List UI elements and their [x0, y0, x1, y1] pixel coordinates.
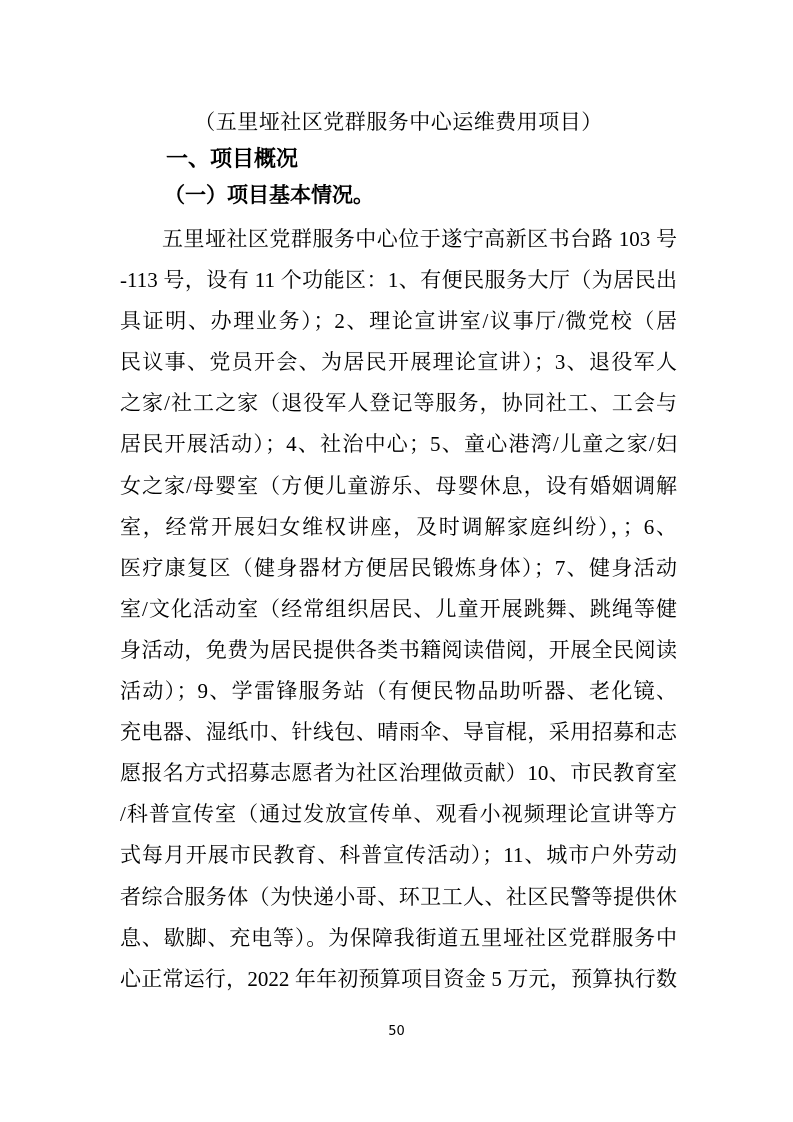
text-line: 息、歇脚、充电等）。为保障我街道五里垭社区党群服务中	[120, 925, 677, 950]
text-line: 身活动，免费为居民提供各类书籍阅读借阅，开展全民阅读	[120, 637, 677, 662]
text-line: 者综合服务体（为快递小哥、环卫工人、社区民警等提供休	[120, 884, 677, 909]
text-line: 医疗康复区（健身器材方便居民锻炼身体）；7、健身活动	[120, 555, 677, 580]
subsection-heading: （一）项目基本情况。	[164, 183, 374, 207]
text-line: 室/文化活动室（经常组织居民、儿童开展跳舞、跳绳等健	[120, 596, 677, 621]
text-line: 心正常运行，2022 年年初预算项目资金 5 万元，预算执行数	[120, 966, 677, 991]
text-line: 室，经常开展妇女维权讲座，及时调解家庭纠纷），；6、	[120, 514, 677, 539]
document-title: （五里垭社区党群服务中心运维费用项目）	[194, 110, 603, 134]
text-line: -113 号，设有 11 个功能区：1、有便民服务大厅（为居民出	[120, 268, 677, 293]
document-content	[120, 103, 677, 1000]
text-line: 居民开展活动）；4、社治中心；5、童心港湾/儿童之家/妇	[120, 432, 677, 457]
text-line: 愿报名方式招募志愿者为社区治理做贡献）10、市民教育室	[120, 761, 677, 786]
text-line: 民议事、党员开会、为居民开展理论宣讲）；3、退役军人	[120, 350, 677, 375]
text-line: 具证明、办理业务）；2、理论宣讲室/议事厅/微党校（居	[120, 309, 677, 334]
text-line: 之家/社工之家（退役军人登记等服务，协同社工、工会与	[120, 391, 677, 416]
text-line: 五里垭社区党群服务中心位于遂宁高新区书台路 103 号	[162, 227, 677, 251]
section-heading: 一、项目概况	[166, 146, 299, 171]
page-number: 50	[388, 1024, 405, 1039]
text-line: /科普宣传室（通过发放宣传单、观看小视频理论宣讲等方	[120, 802, 677, 827]
text-line: 女之家/母婴室（方便儿童游乐、母婴休息，设有婚姻调解	[120, 473, 677, 498]
text-line: 充电器、湿纸巾、针线包、晴雨伞、导盲棍，采用招募和志	[120, 720, 677, 745]
paragraph	[120, 219, 677, 1000]
text-line: 活动）；9、学雷锋服务站（有便民物品助听器、老化镜、	[120, 679, 677, 704]
text-line: 式每月开展市民教育、科普宣传活动）；11、城市户外劳动	[120, 843, 677, 868]
